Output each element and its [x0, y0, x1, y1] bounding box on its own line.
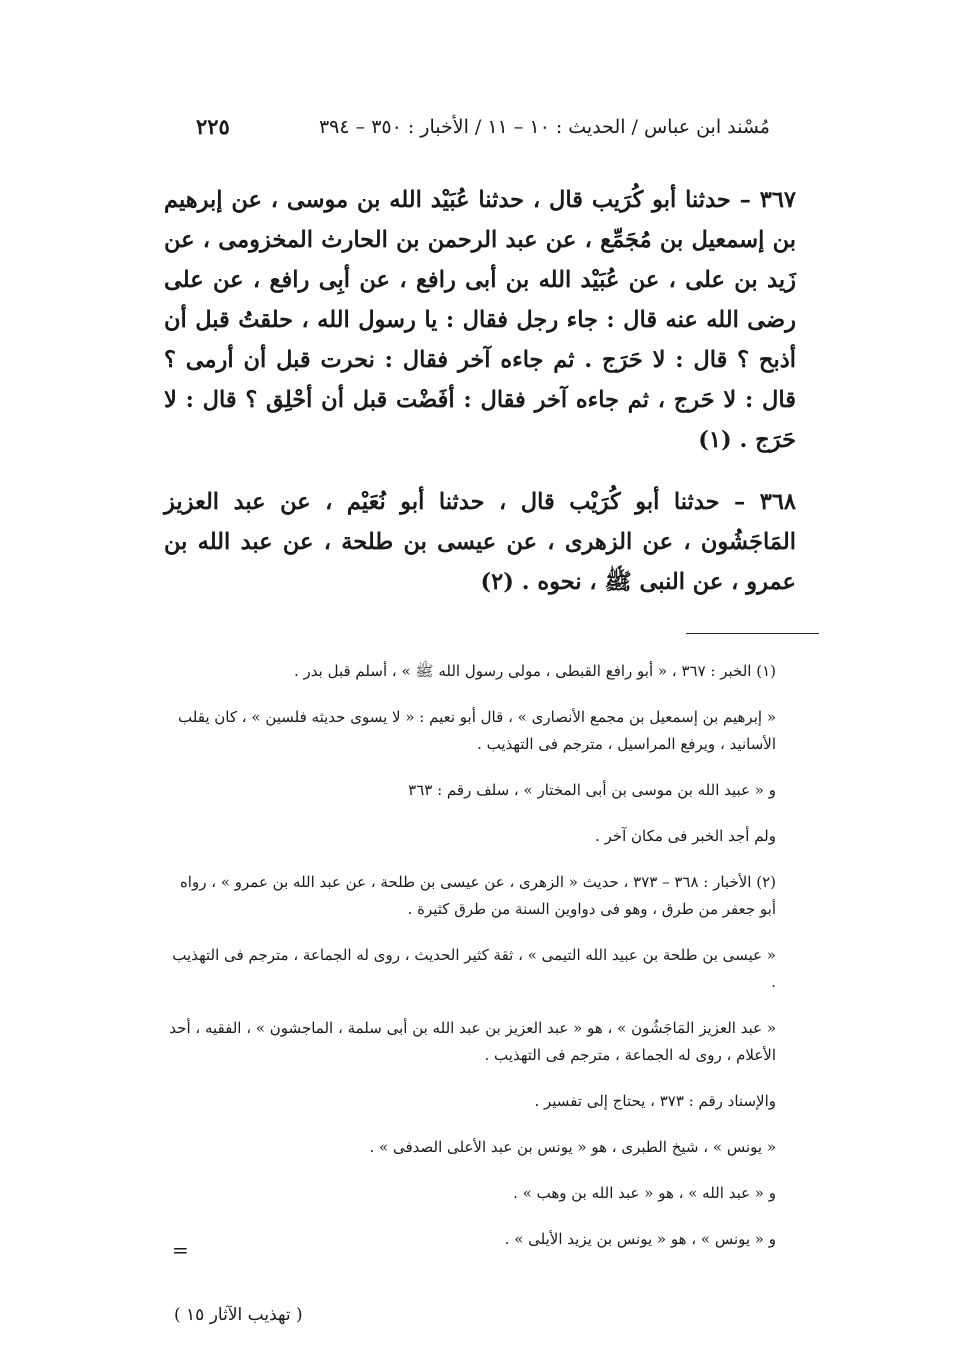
footnotes: [164, 658, 796, 1272]
footnote-1: (١) الخبر : ٣٦٧ ، « أبو رافع القبطى ، مولى رسول الله ﷺ » ، أسلم قبل بدر .: [294, 662, 776, 680]
footnote-2: (٢) الأخبار : ٣٦٨ – ٣٧٣ ، حديث « الزهرى ، عن عيسى بن طلحة ، عن عبد الله بن عمرو » ، رواه أبو جعفر من طرق ، وهو فى دواوين السنة من طرق كثيرة .: [179, 873, 776, 918]
hadith-body: [164, 180, 796, 624]
continuation-mark: =: [172, 1238, 189, 1262]
footnote-2-note-c: والإسناد رقم : ٣٧٣ ، يحتاج إلى تفسير .: [534, 1092, 776, 1110]
page-number: ٢٢٥: [196, 114, 230, 139]
running-title: مُسْند ابن عباس / الحديث : ١٠ – ١١ / الأخبار : ٣٥٠ – ٣٩٤: [318, 116, 770, 138]
footnote-1-note-b: و « عبيد الله بن موسى بن أبى المختار » ، سلف رقم : ٣٦٣: [408, 781, 776, 799]
footnote-divider: [686, 633, 819, 634]
footnote-2-note-a: « عيسى بن طلحة بن عبيد الله التيمى » ، ثقة كثير الحديث ، روى له الجماعة ، مترجم فى التهذيب .: [172, 946, 776, 991]
footnote-2-note-d: « يونس » ، شيخ الطبرى ، هو « يونس بن عبد الأعلى الصدفى » .: [369, 1138, 776, 1156]
footnote-1-note-c: ولم أجد الخبر فى مكان آخر .: [594, 827, 776, 845]
footnote-2-note-b: « عبد العزيز المَاجَشُون » ، هو « عبد العزيز بن عبد الله بن أبى سلمة ، الماجشون » ، الفقيه ، أحد الأعلام ، روى له الجماعة ، مترجم فى التهذيب .: [169, 1019, 776, 1064]
hadith-368: ٣٦٨ – حدثنا أبو كُرَيْب قال ، حدثنا أبو نُعَيْم ، عن عبد العزيز المَاجَشُون ، عن الزهرى ، عن عيسى بن طلحة ، عن عبد الله بن عمرو ، عن النبى ﷺ ، نحوه . (٢): [164, 489, 796, 595]
footnote-2-note-e: و « عبد الله » ، هو « عبد الله بن وهب » .: [513, 1184, 776, 1202]
hadith-367: ٣٦٧ – حدثنا أبو كُرَيب قال ، حدثنا عُبَيْد الله بن موسى ، عن إبرهيم بن إسمعيل بن مُجَمِّع ، عن عبد الرحمن بن الحارث المخزومى ، عن زَيد بن على ، عن عُبَيْد الله بن أبى رافع ، عن أبِى رافع ، عن على رضى الله عنه قال : جاء رجل فقال : يا رسول الله ، حلقتُ قبل أن أذبح ؟ قال : لا حَرَج . ثم جاءه آخر فقال : نحرت قبل أن أرمى ؟ قال : لا حَرج ، ثم جاءه آخر فقال : أفَضْت قبل أن أحْلِق ؟ قال : لا حَرَج . (١): [164, 187, 796, 453]
footnote-2-note-f: و « يونس » ، هو « يونس بن يزيد الأيلى » .: [504, 1230, 776, 1248]
footnote-1-note-a: « إبرهيم بن إسمعيل بن مجمع الأنصارى » ، قال أبو نعيم : « لا يسوى حديثه فلسين » ، كان يقلب الأسانيد ، ويرفع المراسيل ، مترجم فى التهذيب .: [178, 708, 776, 753]
volume-signature: ( تهذيب الآثار ١٥ ): [174, 1305, 303, 1325]
